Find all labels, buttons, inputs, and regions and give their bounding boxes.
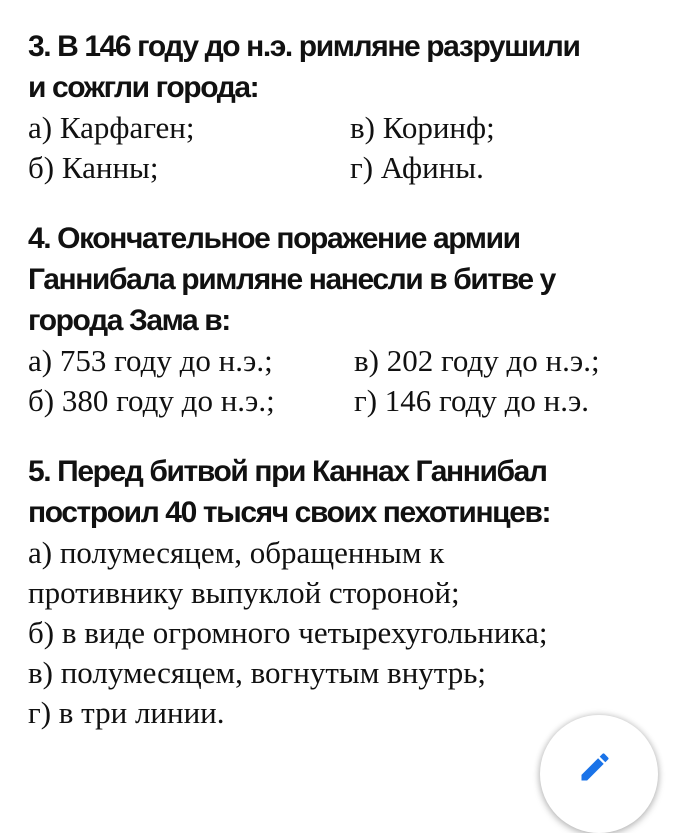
question-4-answers xyxy=(28,341,668,421)
question-5-title xyxy=(28,451,668,533)
question-5-answers xyxy=(28,533,668,733)
answer-option-a: а) Карфаген; xyxy=(28,110,195,145)
answer-option-b: б) Канны; xyxy=(28,150,159,185)
question-3-title xyxy=(28,26,668,108)
answer-option-b: б) 380 году до н.э.; xyxy=(28,383,275,418)
question-3-answers xyxy=(28,108,668,188)
question-5 xyxy=(28,451,668,733)
question-3-title-line-1: 3. В 146 году до н.э. римляне разрушили xyxy=(28,30,580,63)
question-4 xyxy=(28,218,668,421)
question-3-title-line-2: и сожгли города: xyxy=(28,71,259,104)
answer-option-b: б) в виде огромного четырехугольника; xyxy=(28,615,548,650)
question-5-title-line-2: построил 40 тысяч своих пехотинцев: xyxy=(28,496,551,529)
answer-option-a: а) полумесяцем, обращенным к xyxy=(28,535,445,570)
answer-row xyxy=(28,381,668,421)
answer-option-a: а) 753 году до н.э.; xyxy=(28,343,273,378)
answer-option-v: в) 202 году до н.э.; xyxy=(354,343,600,378)
question-4-title-line-2: Ганнибала римляне нанесли в битве у xyxy=(28,263,555,296)
answer-row xyxy=(28,148,668,188)
question-3 xyxy=(28,26,668,188)
question-4-title-line-1: 4. Окончательное поражение армии xyxy=(28,222,520,255)
answer-option-v: в) Коринф; xyxy=(350,110,495,145)
answer-option-g: г) Афины. xyxy=(350,150,484,185)
answer-option-a-continued: противнику выпуклой стороной; xyxy=(28,575,460,610)
answer-option-g: г) в три линии. xyxy=(28,695,225,730)
question-sheet xyxy=(28,26,668,763)
pencil-icon xyxy=(577,749,613,785)
answer-option-g: г) 146 году до н.э. xyxy=(354,383,590,418)
question-4-title-line-3: города Зама в: xyxy=(28,304,230,337)
answer-option-v: в) полумесяцем, вогнутым внутрь; xyxy=(28,655,486,690)
question-4-title xyxy=(28,218,668,341)
question-5-title-line-1: 5. Перед битвой при Каннах Ганнибал xyxy=(28,455,547,488)
answer-row xyxy=(28,108,668,148)
edit-fab-button[interactable] xyxy=(540,715,658,833)
answer-row xyxy=(28,341,668,381)
